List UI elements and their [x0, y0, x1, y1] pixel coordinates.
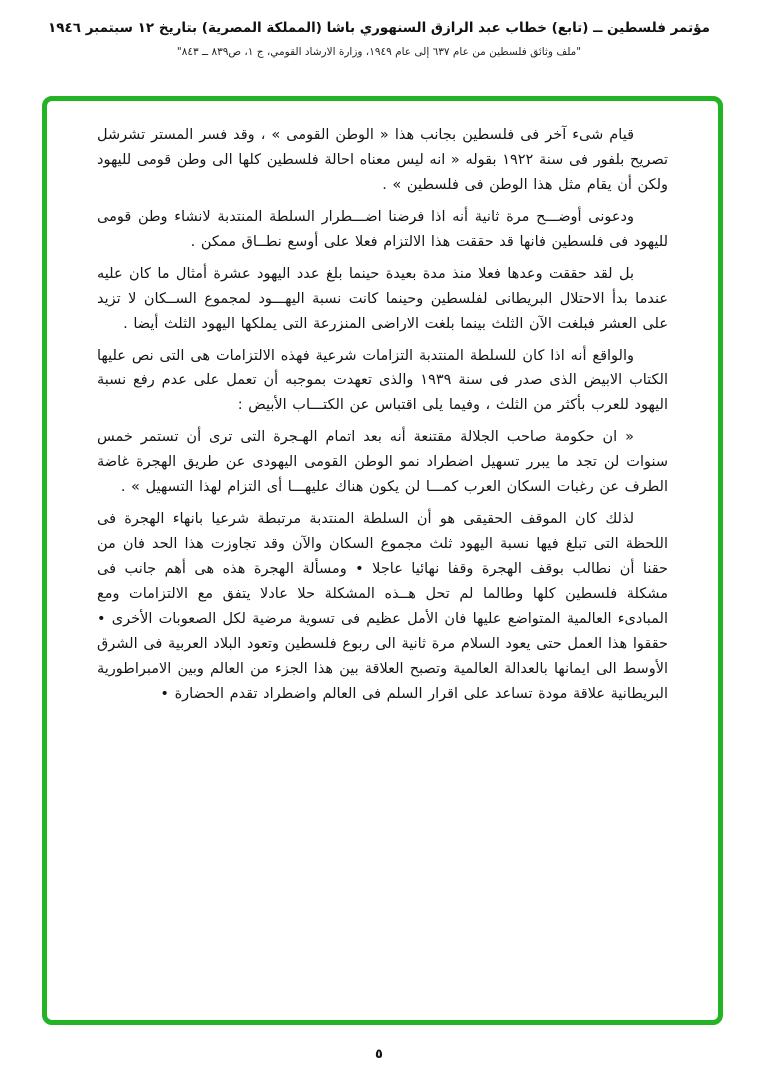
paragraph-2: ودعونى أوضـــح مرة ثانية أنه اذا فرضنا اضـــطرار السلطة المنتدبة لانشاء وطن قومى لليهود فى فلسطين فانها قد حققت هذا الالتزام فعلا على أوسع نطــاق ممكن . [97, 208, 668, 250]
paragraph-3: بل لقد حققت وعدها فعلا منذ مدة بعيدة حينما بلغ عدد اليهود عشرة أمثال ما كان عليه عندما بدأ الاحتلال البريطانى لفلسطين وحينما كانت نسبة اليهـــود لمجموع الســكان لا تزيد على العشر فبلغت الآن الثلث بينما بلغت الاراضى المنزرعة التى يملكها اليهود الثلث أيضا . [97, 265, 668, 332]
paragraph-6: لذلك كان الموقف الحقيقى هو أن السلطة المنتدبة مرتبطة شرعيا بانهاء الهجرة فى اللحظة التى تبلغ فيها نسبة اليهود ثلث مجموع السكان والآن وقد تجاوزت هذا الحد فان من حقنا أن نطالب بوقف الهجرة وقفا نهائيا عاجلا • ومسألة الهجرة هذه هى أهم جانب فى مشكلة فلسطين كلها وطالما لم تحل هــذه المشكلة حلا عادلا يتفق مع الالتزامات ومع المبادىء العالمية المتواضع عليها فان الأمل عظيم فى تسوية مرضية لكل الصعوبات الأخرى • حققوا هذا العمل حتى يعود السلام مرة ثانية الى ربوع فلسطين وتعود البلاد العربية فى الشرق الأوسط الى ايمانها بالعدالة العالمية وتصبح العلاقة بين هذا الجزء من العالم وبين الامبراطورية البريطانية علاقة مودة تساعد على اقرار السلم فى العالم واضطراد تقدم الحضارة • [97, 511, 668, 702]
document-title: مؤتمر فلسطين ــ (تابع) خطاب عبد الرازق السنهوري باشا (المملكة المصرية) بتاريخ ١٢ سبتمبر ١٩٤٦ [48, 20, 710, 36]
paragraph-5: « ان حكومة صاحب الجلالة مقتنعة أنه بعد اتمام الهـجرة التى ترى أن تستمر خمس سنوات لن تجد ما يبرر تسهيل اضطراد نمو الوطن القومى اليهودى عن طريق الهجرة غاضة الطرف عن رغبات السكان العرب كمـــا لن يكون هناك عليهـــا أى التزام لهذا التسهيل » . [97, 429, 668, 496]
paragraph-1: قيام شىء آخر فى فلسطين بجانب هذا « الوطن القومى » ، وقد فسر المستر تشرشل تصريح بلفور فى سنة ١٩٢٢ بقوله « انه ليس معناه احالة فلسطين كلها الى وطن قومى لليهود ولكن أن يقام مثل هذا الوطن فى فلسطين » . [97, 127, 668, 193]
document-subtitle: "ملف وثائق فلسطين من عام ٦٣٧ إلى عام ١٩٤٩، وزارة الارشاد القومي، ج ١، ص٨٣٩ ــ ٨٤٣" [176, 46, 582, 58]
document-header [0, 20, 758, 58]
paragraph-4: والواقع أنه اذا كان للسلطة المنتدبة التزامات شرعية فهذه الالتزامات هى التى نص عليها الكتاب الابيض الذى صدر فى سنة ١٩٣٩ والذى تعهدت بموجبه أن تعمل على عدم رفع نسبة اليهود للعرب بأكثر من الثلث ، وفيما يلى اقتباس عن الكتـــاب الأبيض : [97, 347, 668, 414]
page-number: ٥ [375, 1047, 383, 1062]
content-frame [42, 96, 723, 1025]
